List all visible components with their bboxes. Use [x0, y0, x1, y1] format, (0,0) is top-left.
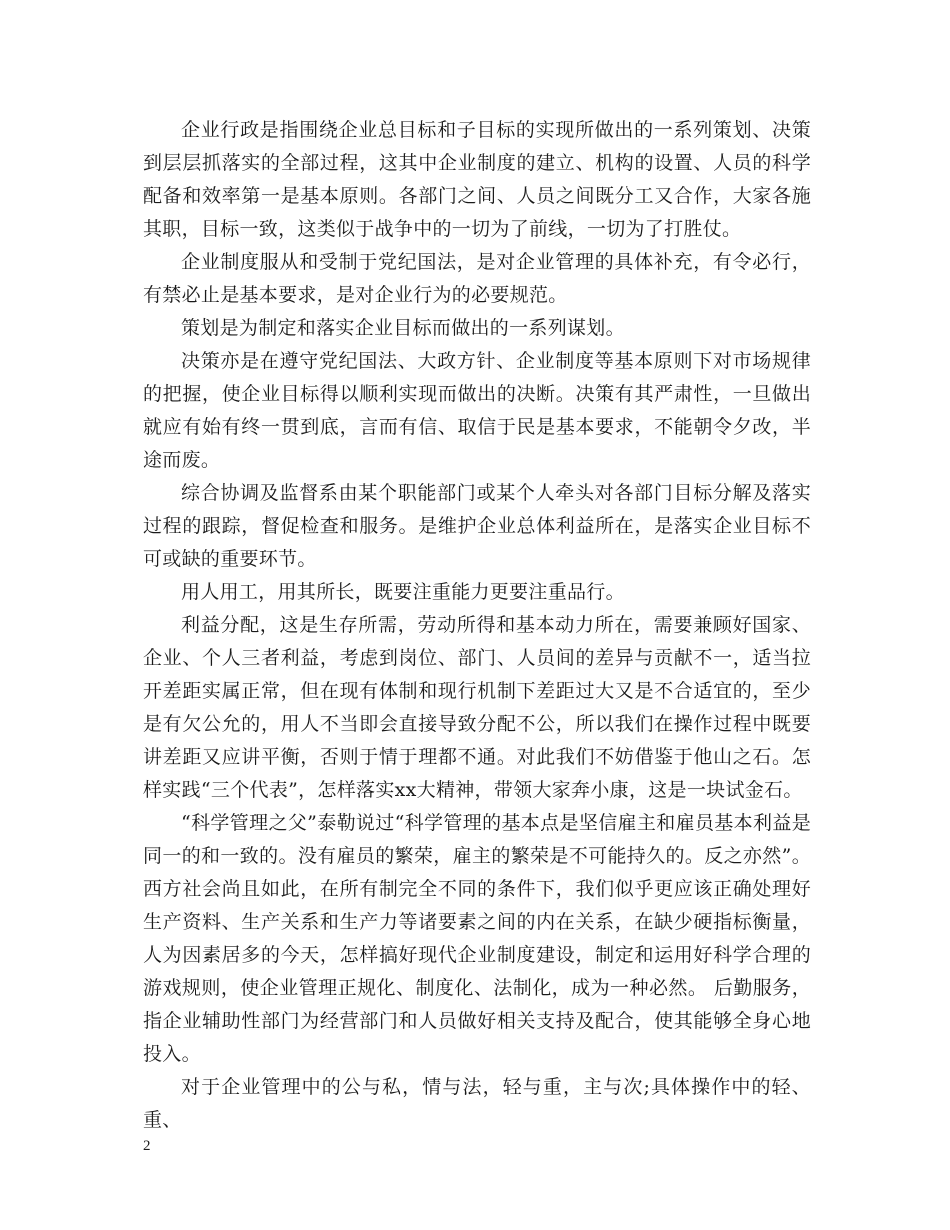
- paragraph: 综合协调及监督系由某个职能部门或某个人牵头对各部门目标分解及落实过程的跟踪，督促检查和服务。是维护企业总体利益所在，是落实企业目标不可或缺的重要环节。: [143, 482, 811, 570]
- paragraph: 利益分配，这是生存所需，劳动所得和基本动力所在，需要兼顾好国家、企业、个人三者利益，考虑到岗位、部门、人员间的差异与贡献不一，适当拉开差距实属正常，但在现有体制和现行机制下差距过大又是不合适宜的，至少是有欠公允的，用人不当即会直接导致分配不公，所以我们在操作过程中既要讲差距又应讲平衡，否则于情于理都不通。对此我们不妨借鉴于他山之石。怎样实践“三个代表”，怎样落实xx大精神，带领大家奔小康，这是一块试金石。: [143, 614, 811, 801]
- paragraph: 策划是为制定和落实企业目标而做出的一系列谋划。: [181, 317, 625, 339]
- paragraph: “科学管理之父”泰勒说过“科学管理的基本点是坚信雇主和雇员基本利益是同一的和一致的。没有雇员的繁荣，雇主的繁荣是不可能持久的。反之亦然”。西方社会尚且如此，在所有制完全不同的条件下，我们似乎更应该正确处理好生产资料、生产关系和生产力等诸要素之间的内在关系，在缺少硬指标衡量，人为因素居多的今天，怎样搞好现代企业制度建设，制定和运用好科学合理的游戏规则，使企业管理正规化、制度化、法制化，成为一种必然。 后勤服务，指企业辅助性部门为经营部门和人员做好相关支持及配合，使其能够全身心地投入。: [143, 812, 811, 1065]
- paragraph: 企业行政是指围绕企业总目标和子目标的实现所做出的一系列策划、决策到层层抓落实的全部过程，这其中企业制度的建立、机构的设置、人员的科学配备和效率第一是基本原则。各部门之间、人员之间既分工又合作，大家各施其职，目标一致，这类似于战争中的一切为了前线，一切为了打胜仗。: [143, 119, 811, 240]
- paragraph: 企业制度服从和受制于党纪国法，是对企业管理的具体补充，有令必行，有禁必止是基本要求，是对企业行为的必要规范。: [143, 251, 811, 306]
- paragraph: 用人用工，用其所长，既要注重能力更要注重品行。: [181, 581, 625, 603]
- paragraph: 对于企业管理中的公与私，情与法，轻与重，主与次;具体操作中的轻、重、: [143, 1076, 811, 1131]
- page-number: 2: [143, 1138, 151, 1154]
- document-body: [143, 114, 811, 1137]
- paragraph: 决策亦是在遵守党纪国法、大政方针、企业制度等基本原则下对市场规律的把握，使企业目标得以顺利实现而做出的决断。决策有其严肃性，一旦做出就应有始有终一贯到底，言而有信、取信于民是基本要求，不能朝令夕改，半途而废。: [143, 350, 811, 471]
